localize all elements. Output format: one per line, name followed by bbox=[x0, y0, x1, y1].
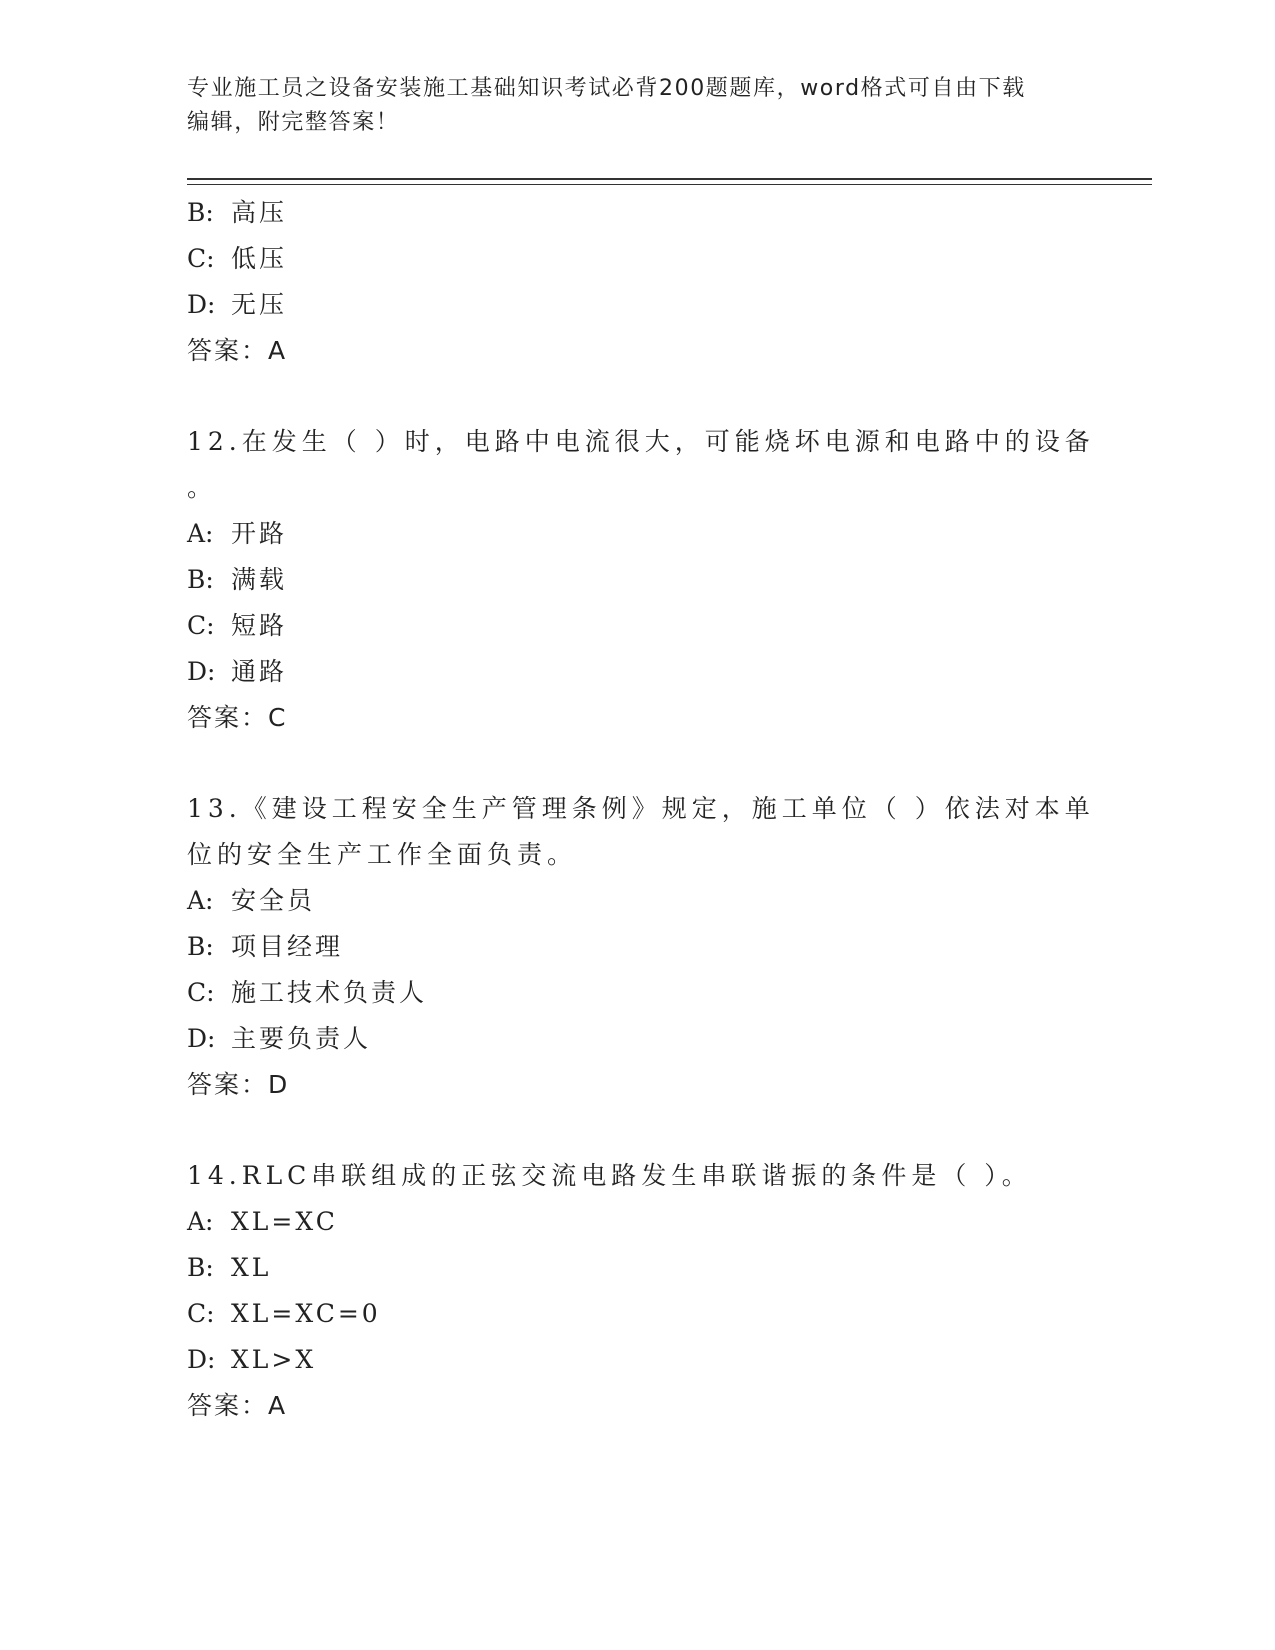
option-label: B: bbox=[187, 932, 214, 961]
option-c bbox=[187, 1291, 1087, 1337]
option-b bbox=[187, 924, 1087, 970]
option-a bbox=[187, 1199, 1087, 1245]
question-text-line2: 位的安全生产工作全面负责。 bbox=[187, 840, 578, 869]
option-label: A: bbox=[187, 886, 214, 915]
option-text: XL>X bbox=[231, 1345, 317, 1374]
option-text: 高压 bbox=[231, 198, 288, 227]
question-14 bbox=[187, 1153, 1087, 1429]
answer: 答案：A bbox=[187, 1391, 288, 1420]
document-header bbox=[187, 72, 1067, 140]
option-text: 短路 bbox=[231, 611, 288, 640]
option-text: 通路 bbox=[231, 657, 288, 686]
option-c bbox=[187, 970, 1087, 1016]
option-label: B: bbox=[187, 198, 214, 227]
option-d bbox=[187, 1337, 1087, 1383]
answer: 答案：D bbox=[187, 1070, 290, 1099]
header-divider-thin bbox=[187, 184, 1152, 185]
question-13 bbox=[187, 786, 1095, 1108]
option-text: XL=XC=0 bbox=[231, 1299, 381, 1328]
option-d bbox=[187, 1016, 1087, 1062]
question-text-line2: 。 bbox=[187, 473, 218, 502]
option-text: 项目经理 bbox=[231, 932, 344, 961]
option-c bbox=[187, 236, 1087, 282]
option-text: 主要负责人 bbox=[231, 1024, 372, 1053]
option-text: 施工技术负责人 bbox=[231, 978, 428, 1007]
question-list bbox=[187, 190, 1095, 1429]
option-label: A: bbox=[187, 1207, 214, 1236]
option-label: D: bbox=[187, 1024, 216, 1053]
option-text: XL=XC bbox=[231, 1207, 338, 1236]
option-label: D: bbox=[187, 657, 216, 686]
option-label: D: bbox=[187, 1345, 216, 1374]
question-text-line1: 12.在发生（ ）时，电路中电流很大，可能烧坏电源和电路中的设备 bbox=[187, 427, 1095, 456]
header-title-line2: 编辑，附完整答案！ bbox=[187, 110, 400, 135]
option-label: B: bbox=[187, 565, 214, 594]
option-text: 开路 bbox=[231, 519, 288, 548]
question-text-line1: 14.RLC串联组成的正弦交流电路发生串联谐振的条件是（ ）。 bbox=[187, 1161, 1032, 1190]
question-12 bbox=[187, 419, 1095, 741]
option-text: 无压 bbox=[231, 290, 288, 319]
option-a bbox=[187, 511, 1087, 557]
option-d bbox=[187, 649, 1087, 695]
question-text-line1: 13.《建设工程安全生产管理条例》规定，施工单位（ ）依法对本单 bbox=[187, 794, 1095, 823]
option-d bbox=[187, 282, 1087, 328]
option-b bbox=[187, 190, 1087, 236]
option-label: D: bbox=[187, 290, 216, 319]
option-text: 低压 bbox=[231, 244, 288, 273]
option-label: C: bbox=[187, 1299, 215, 1328]
option-b bbox=[187, 1245, 1087, 1291]
option-label: A: bbox=[187, 519, 214, 548]
option-text: 安全员 bbox=[231, 886, 316, 915]
option-a bbox=[187, 878, 1087, 924]
option-label: C: bbox=[187, 611, 215, 640]
question-11-tail bbox=[187, 190, 1087, 374]
option-b bbox=[187, 557, 1087, 603]
answer: 答案：A bbox=[187, 336, 288, 365]
option-label: B: bbox=[187, 1253, 214, 1282]
answer: 答案：C bbox=[187, 703, 288, 732]
header-title-line1: 专业施工员之设备安装施工基础知识考试必背200题题库，word格式可自由下载 bbox=[187, 76, 1026, 101]
option-c bbox=[187, 603, 1087, 649]
option-text: XL bbox=[231, 1253, 272, 1282]
option-label: C: bbox=[187, 978, 215, 1007]
option-label: C: bbox=[187, 244, 215, 273]
header-divider-thick bbox=[187, 178, 1152, 180]
option-text: 满载 bbox=[231, 565, 288, 594]
